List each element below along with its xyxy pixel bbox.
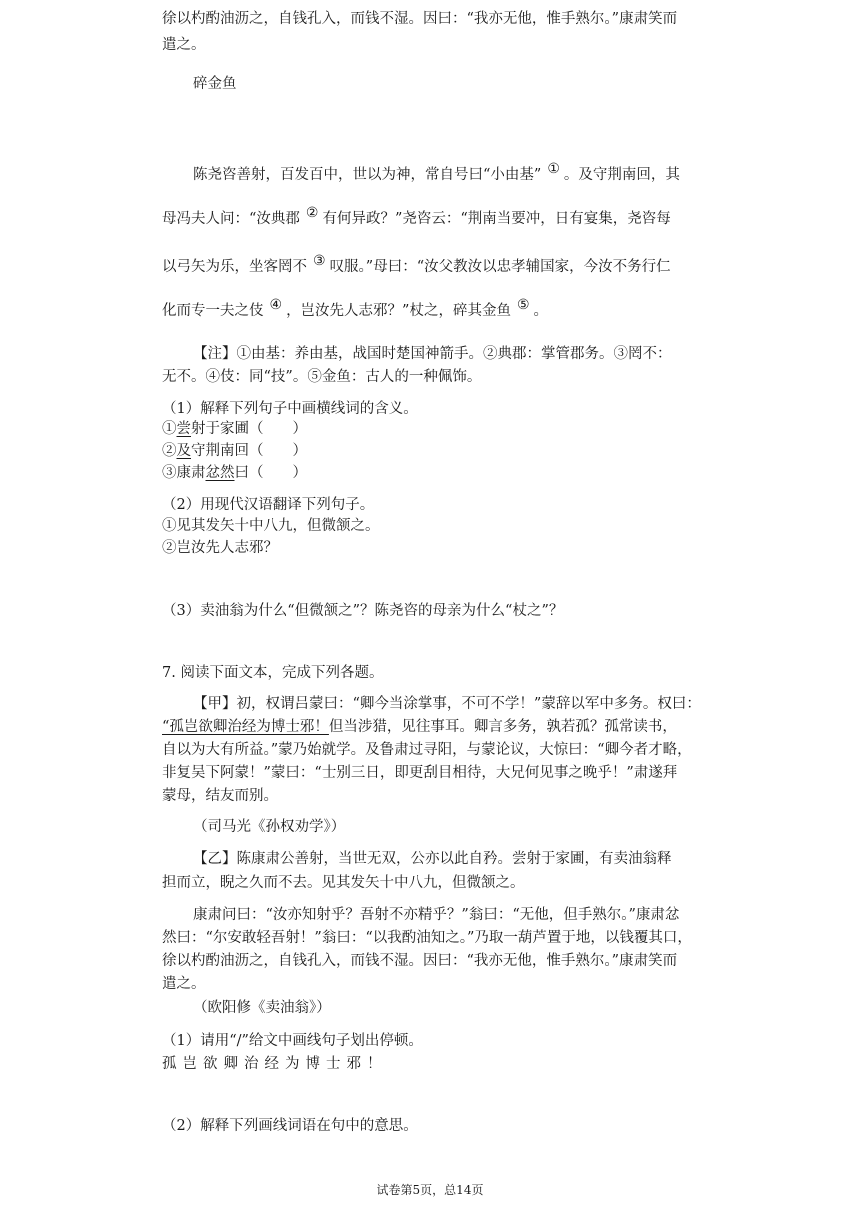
text-segment: ① — [162, 421, 177, 437]
passage-line: 【乙】陈康肃公善射，当世无双，公亦以此自矜。尝射于家圃，有卖油翁释 — [193, 851, 672, 867]
source-citation: （司马光《孙权劝学》） — [193, 819, 346, 835]
question-item: ②岂汝先人志邪？ — [162, 540, 278, 556]
story-line — [162, 297, 549, 323]
question-prompt: （2）解释下列画线词语在句中的意思。 — [162, 1118, 418, 1134]
question-prompt: （3）卖油翁为什么“但微颔之”？陈尧咨的母亲为什么“杖之”？ — [162, 603, 564, 619]
passage-line: 徐以杓酌油沥之，自钱孔入，而钱不湿。因曰：“我亦无他，惟手熟尔。”康肃笑而 — [162, 11, 678, 27]
passage-line: 蒙母，结友而别。 — [162, 788, 278, 804]
question-header: 7. 阅读下面文本，完成下列各题。 — [162, 665, 384, 681]
question-item — [162, 462, 307, 484]
text-segment: 射于家圃（ ） — [191, 421, 307, 437]
text-segment: ② — [162, 443, 177, 459]
text-segment: 。及守荆南回，其 — [563, 167, 680, 183]
passage-line: 担而立，睨之久而不去。见其发矢十中八九，但微颔之。 — [162, 875, 525, 891]
underlined-word: 忿然 — [205, 465, 235, 481]
question-item — [162, 440, 307, 462]
text-segment: ，岂汝先人志邪？”杖之，碎其金鱼 — [286, 303, 511, 319]
text-segment: 化而专一夫之伎 — [162, 303, 264, 319]
note-line: 【注】①由基：养由基，战国时楚国神箭手。②典郡：掌管郡务。③罔不： — [193, 346, 672, 362]
text-segment: 陈尧咨善射，百发百中，世以为神，常自号曰“小由基” — [193, 167, 542, 183]
text-segment: ③康肃 — [162, 465, 206, 481]
story-line — [193, 161, 680, 187]
text-segment: 但当涉猎，见往事耳。卿言多务，孰若孤？孤常读书， — [328, 719, 677, 735]
passage-line: 自以为大有所益。”蒙乃始就学。及鲁肃过寻阳，与蒙论议，大惊曰：“卿今者才略， — [162, 742, 692, 758]
story-title: 碎金鱼 — [193, 76, 237, 92]
passage-line: 康肃问曰：“汝亦知射乎？吾射不亦精乎？”翁曰：“无他，但手熟尔。”康肃忿 — [193, 907, 680, 923]
underlined-sentence: “孤岂欲卿治经为博士邪！ — [162, 719, 329, 735]
text-segment: 曰（ ） — [234, 465, 307, 481]
text-segment: 以弓矢为乐，坐客罔不 — [162, 259, 307, 275]
story-line — [162, 253, 671, 279]
text-segment: 守荆南回（ ） — [191, 443, 307, 459]
footnote-marker: ⑤ — [516, 297, 530, 313]
question-item — [162, 418, 307, 440]
underlined-word: 尝 — [176, 421, 191, 437]
question-item: ①见其发矢十中八九，但微颔之。 — [162, 518, 380, 534]
page-footer: 试卷第5页，总14页 — [376, 1183, 484, 1197]
footnote-marker: ③ — [313, 253, 326, 269]
footnote-marker: ② — [305, 205, 319, 221]
passage-line: 徐以杓酌油沥之，自钱孔入，而钱不湿。因曰：“我亦无他，惟手熟尔。”康肃笑而 — [162, 953, 678, 969]
text-segment: 母冯夫人问：“汝典郡 — [162, 211, 300, 227]
text-segment: 有何异政？”尧咨云：“荆南当要冲，日有宴集，尧咨每 — [322, 211, 671, 227]
story-line — [162, 205, 671, 231]
source-citation: （欧阳修《卖油翁》） — [193, 1000, 331, 1016]
text-segment: 叹服。”母曰：“汝父教汝以忠孝辅国家，今汝不务行仁 — [329, 259, 671, 275]
question-prompt: （1）请用“/”给文中画线句子划出停顿。 — [162, 1033, 423, 1049]
note-line: 无不。④伎：同“技”。⑤金鱼：古人的一种佩饰。 — [162, 369, 482, 385]
spaced-sentence: 孤岂欲卿治经为博士邪！ — [162, 1056, 388, 1072]
question-prompt: （1）解释下列句子中画横线词的含义。 — [162, 401, 418, 417]
text-segment: 。 — [533, 303, 549, 319]
question-prompt: （2）用现代汉语翻译下列句子。 — [162, 497, 375, 513]
footnote-marker: ① — [547, 161, 560, 177]
passage-line — [162, 716, 677, 738]
footnote-marker: ④ — [269, 297, 283, 313]
passage-line: 【甲】初，权谓吕蒙曰：“卿今当涂掌事，不可不学！”蒙辞以军中多务。权曰： — [193, 696, 701, 712]
passage-line: 非复吴下阿蒙！”蒙曰：“士别三日，即更刮目相待，大兄何见事之晚乎！”肃遂拜 — [162, 765, 678, 781]
passage-line: 遣之。 — [162, 37, 206, 53]
passage-line: 然曰：“尔安敢轻吾射！”翁曰：“以我酌油知之。”乃取一葫芦置于地，以钱覆其口， — [162, 930, 692, 946]
underlined-word: 及 — [176, 443, 191, 459]
passage-line: 遣之。 — [162, 976, 206, 992]
